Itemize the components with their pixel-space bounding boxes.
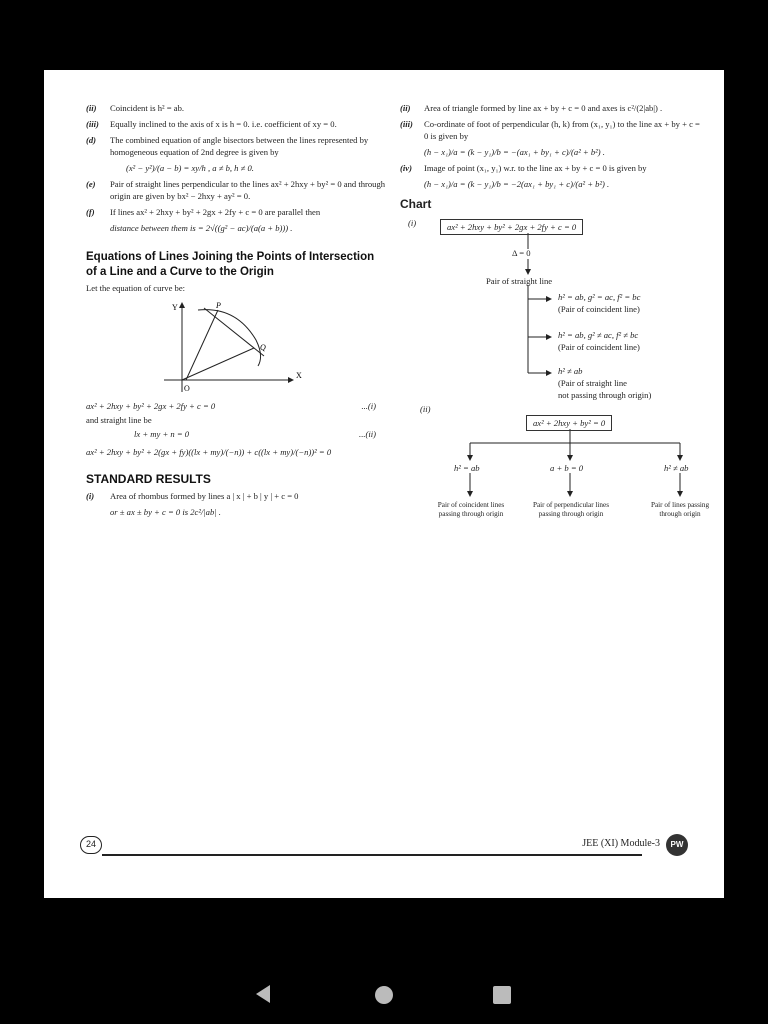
chart1-pair: Pair of straight line: [486, 275, 553, 286]
label-y: Y: [172, 303, 178, 313]
chart1-branch3-note1: (Pair of straight line: [558, 377, 627, 388]
chart1-branch2-note: (Pair of coincident line): [558, 341, 640, 352]
curve-intro: Let the equation of curve be:: [86, 283, 186, 294]
back-icon[interactable]: [256, 985, 270, 1003]
item-iii-text: Equally inclined to the axis of x is h = 0. i.e. coefficient of xy = 0.: [110, 119, 337, 130]
item-f: (f) If lines ax² + 2hxy + by² + 2gx + 2fy + c = 0 are parallel then: [86, 207, 321, 218]
right-item-ii: (ii) Area of triangle formed by line ax + by + c = 0 and axes is c²/(2|ab|) .: [400, 103, 663, 113]
left-column: [86, 102, 386, 522]
item-f-text: If lines ax² + 2hxy + by² + 2gx + 2fy + c = 0 are parallel then: [110, 207, 321, 218]
line-pq: [204, 308, 264, 356]
label-o: O: [184, 384, 190, 394]
chart1-label: (i): [408, 217, 417, 228]
right-column: [400, 102, 710, 555]
page-footer: [80, 834, 700, 864]
item-d: (d) The combined equation of angle bisectors between the lines represented by homogeneous equation of 2nd degree is given by: [86, 135, 369, 158]
android-nav-bar: [0, 898, 768, 1024]
equation-3: ax² + 2hxy + by² + 2(gx + fy)((lx + my)/(−n)) + c((lx + my)/(−n))² = 0: [86, 447, 332, 458]
chart2-label: (ii): [420, 403, 431, 414]
footer-rule: [102, 854, 642, 856]
label-p: P: [216, 301, 221, 311]
curve: [198, 310, 261, 366]
bisector-equation: (x² − y²)/(a − b) = xy/h , a ≠ b, h ≠ 0.: [126, 163, 254, 174]
chart1-delta: Δ = 0: [512, 247, 531, 258]
chart1-branch2: h² = ab, g² ≠ ac, f² ≠ bc: [558, 329, 639, 340]
page-number: 24: [80, 836, 102, 854]
foot-perpendicular-formula: (h − x₁)/a = (k − y₁)/b = −(ax₁ + by₁ + c)/(a² + b²) .: [424, 147, 605, 158]
chart2-case1: h² = ab: [454, 462, 480, 473]
distance-formula: distance between them is = 2√((g² − ac)/(a(a + b))) .: [110, 223, 293, 234]
home-icon[interactable]: [375, 986, 393, 1004]
chart2-case1-note: Pair of coincident lines passing through origin: [437, 500, 505, 518]
equation-1: ax² + 2hxy + by² + 2gx + 2fy + c = 0 ...(i): [86, 401, 376, 412]
recent-apps-icon[interactable]: [493, 986, 511, 1004]
chart2-case3-note: Pair of lines passing through origin: [650, 500, 710, 518]
equation-2: lx + my + n = 0 ...(ii): [134, 429, 376, 440]
section-title: Equations of Lines Joining the Points of Intersection of a Line and a Curve to the Origin: [86, 251, 375, 279]
line-op: [186, 310, 218, 380]
y-axis-arrow: [179, 302, 185, 308]
rhombus-area-formula: or ± ax ± by + c = 0 is 2c²/|ab| .: [110, 506, 221, 517]
chart1-box: ax² + 2hxy + by² + 2gx + 2fy + c = 0: [440, 219, 583, 235]
label-x: X: [296, 371, 302, 381]
right-item-ii-text: Area of triangle formed by line ax + by + c = 0 and axes is c²/(2|ab|) .: [424, 103, 663, 113]
item-ii: (ii) Coincident is h² = ab.: [86, 103, 185, 113]
item-iii: (iii) Equally inclined to the axis of x is h = 0. i.e. coefficient of xy = 0.: [86, 119, 337, 130]
chart1-branch1: h² = ab, g² = ac, f² = bc: [558, 291, 641, 302]
module-title: JEE (XI) Module-3: [582, 838, 660, 849]
curve-graph-svg: [86, 300, 386, 396]
standard-results-title: STANDARD RESULTS: [86, 472, 211, 487]
item-ii-text: Coincident is h² = ab.: [110, 103, 185, 113]
image-point-formula: (h − x₁)/a = (k − y₁)/b = −2(ax₁ + by₁ + c)/(a² + b²) .: [424, 179, 610, 190]
label-q: Q: [260, 343, 266, 353]
document-page: [44, 70, 724, 898]
right-item-iii-text: Co-ordinate of foot of perpendicular (h, k) from (x₁, y₁) to the line ax + by + c = 0 is given by: [424, 119, 700, 142]
chart2-case2: a + b = 0: [550, 462, 584, 473]
curve-graph: [86, 300, 386, 396]
right-item-iii: (iii) Co-ordinate of foot of perpendicular (h, k) from (x₁, y₁) to the line ax + by + c = 0 is given by: [400, 119, 700, 142]
chart1-branch3-note2: not passing through origin): [558, 389, 652, 400]
std-item-i: (i) Area of rhombus formed by lines a | x | + b | y | + c = 0: [86, 490, 299, 501]
chart2-case2-note: Pair of perpendicular lines passing through origin: [532, 500, 610, 518]
right-item-iv-text: Image of point (x₁, y₁) w.r. to the line ax + by + c = 0 is given by: [424, 163, 647, 174]
item-e: (e) Pair of straight lines perpendicular to the lines ax² + 2hxy + by² = 0 and through origin are given by bx² − 2hxy + ay² = 0.: [86, 179, 386, 202]
right-item-iv: (iv) Image of point (x₁, y₁) w.r. to the line ax + by + c = 0 is given by: [400, 163, 647, 174]
x-axis-arrow: [288, 377, 294, 383]
line-intro: and straight line be: [86, 415, 152, 426]
item-d-text: The combined equation of angle bisectors between the lines represented by homogeneous equation of 2nd degree is given by: [110, 135, 369, 158]
chart-title: Chart: [400, 197, 432, 212]
chart2-box: ax² + 2hxy + by² = 0: [526, 415, 612, 431]
chart1-branch3: h² ≠ ab: [558, 365, 583, 376]
std-item-i-text: Area of rhombus formed by lines a | x | + b | y | + c = 0: [110, 490, 299, 501]
chart-flow: [400, 215, 710, 555]
top-status-bar: [0, 0, 768, 70]
chart2-case3: h² ≠ ab: [664, 462, 689, 473]
item-e-text: Pair of straight lines perpendicular to the lines ax² + 2hxy + by² = 0 and through origin are given by bx² − 2hxy + ay² = 0.: [110, 179, 386, 202]
chart1-branch1-note: (Pair of coincident line): [558, 303, 640, 314]
pw-logo-icon: PW: [666, 834, 688, 856]
